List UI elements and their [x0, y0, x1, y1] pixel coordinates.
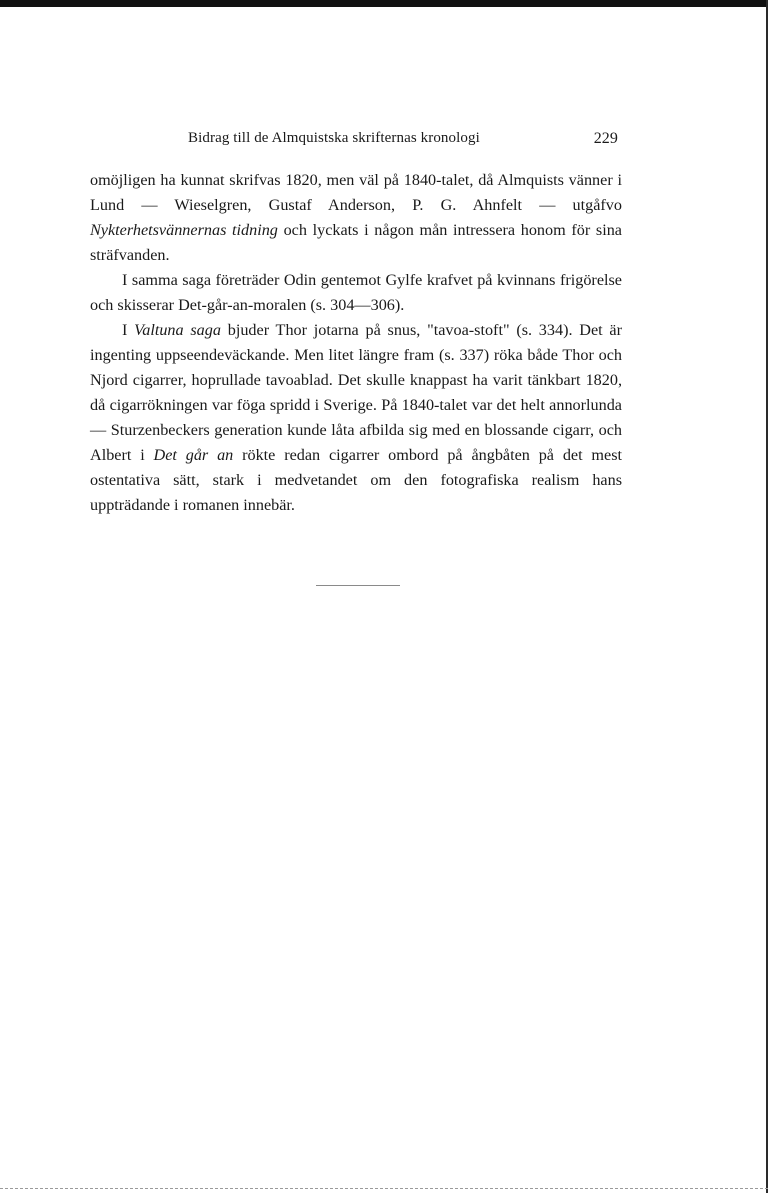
- det-gar-an-title: Det går an: [153, 446, 234, 464]
- paragraph-1-text: omöjligen ha kunnat skrifvas 1820, men väl på 1840-talet, då Almquists vänner i Lund — Wieselgren, Gustaf Anderson, P. G. Ahnfelt — utgåfvo: [90, 171, 622, 214]
- body-text: [90, 168, 622, 518]
- running-title: Bidrag till de Almquistska skrifternas kronologi: [188, 130, 480, 146]
- paragraph-1-text-end: och lyckats i någon mån intressera honom för sina sträfvanden.: [90, 221, 622, 264]
- paragraph-3: [90, 318, 622, 518]
- scan-bottom-edge: [0, 1188, 768, 1189]
- paragraph-3-text: I: [122, 321, 135, 339]
- running-head: [188, 130, 618, 154]
- valtuna-saga-title: Valtuna saga: [134, 321, 221, 339]
- scan-top-edge: [0, 0, 768, 7]
- paragraph-2-text: I samma saga företräder Odin gentemot Gylfe krafvet på kvinnans frigörelse och skisserar Det-går-an-moralen (s. 304—306).: [90, 271, 622, 314]
- paragraph-1: [90, 168, 622, 268]
- paragraph-3-text-end: rökte redan cigarrer ombord på ångbåten på det mest ostentativa sätt, stark i medvetandet om den fotografiska realism hans uppträdande i romanen innebär.: [90, 446, 623, 514]
- paragraph-2: [90, 268, 622, 318]
- page-number: 229: [593, 130, 618, 147]
- journal-title: Nykterhetsvännernas tidning: [90, 221, 278, 239]
- end-rule: [316, 585, 400, 586]
- paragraph-3-text-middle: bjuder Thor jotarna på snus, "tavoa-stoft" (s. 334). Det är ingenting uppseendeväckande. Men litet längre fram (s. 337) röka både Thor och Njord cigarrer, hoprullade tavoablad. Det skulle knappast ha varit tänkbart 1820, då cigarrökningen var föga spridd i Sverige. På 1840-talet var det helt annorlunda — Sturzenbeckers generation kunde låta afbilda sig med en blossande cigarr, och Albert i: [90, 321, 622, 464]
